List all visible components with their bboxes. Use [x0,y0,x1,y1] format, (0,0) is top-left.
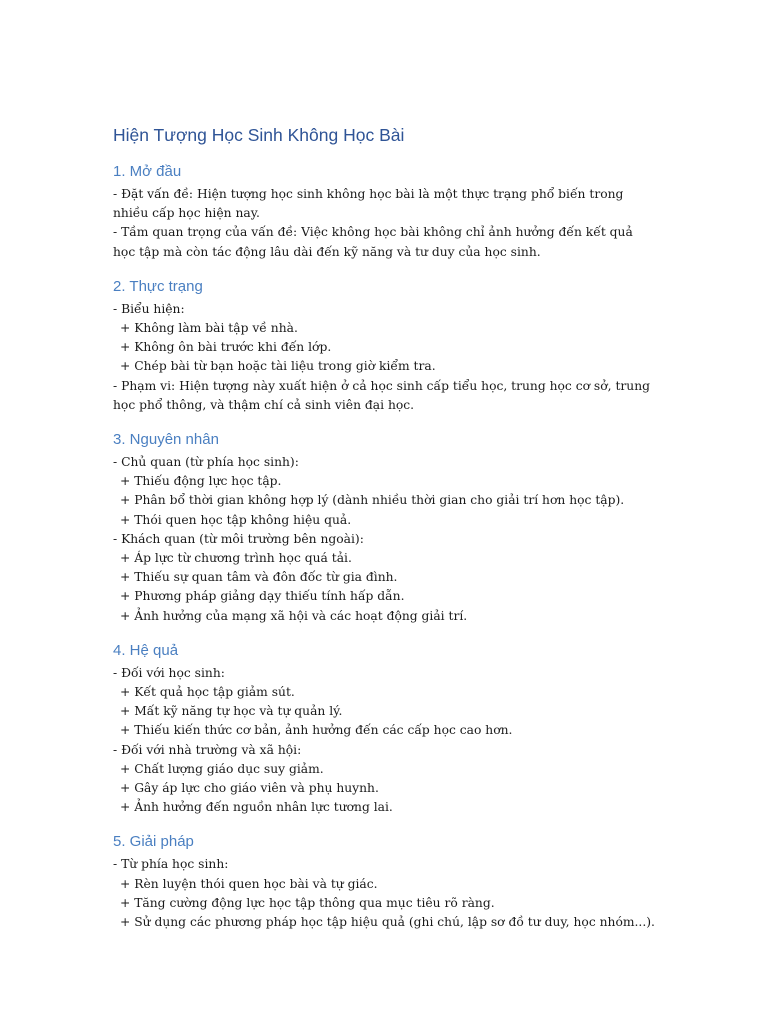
section-heading: 4. Hệ quả [113,641,179,659]
sub-bullet-item: + Mất kỹ năng tự học và tự quản lý. [120,704,343,719]
sub-bullet-item: + Gây áp lực cho giáo viên và phụ huynh. [120,781,379,796]
bullet-item: - Đối với học sinh: [113,665,225,680]
sub-bullet-item: + Áp lực từ chương trình học quá tải. [120,551,352,566]
document-page [113,122,658,945]
bullet-item: - Phạm vi: Hiện tượng này xuất hiện ở cả học sinh cấp tiểu học, trung học cơ sở, trung học phổ thông, và thậm chí cả sinh viên đại học. [113,378,654,412]
document-body [113,160,658,932]
sub-bullet-item: + Chép bài từ bạn hoặc tài liệu trong giờ kiểm tra. [120,359,436,374]
section-heading: 5. Giải pháp [113,833,194,851]
bullet-item: - Đối với nhà trường và xã hội: [113,742,302,757]
bullet-item: - Biểu hiện: [113,301,185,316]
sub-bullet-item: + Tăng cường động lực học tập thông qua mục tiêu rõ ràng. [120,895,495,910]
sub-bullet-item: + Không làm bài tập về nhà. [120,321,298,336]
sub-bullet-item: + Phương pháp giảng dạy thiếu tính hấp dẫn. [120,589,405,604]
section-2 [113,275,658,415]
section-4 [113,639,658,818]
document-title: Hiện Tượng Học Sinh Không Học Bài [113,125,405,145]
sub-bullet-item: + Thiếu động lực học tập. [120,474,282,489]
sub-bullet-item: + Thiếu kiến thức cơ bản, ảnh hưởng đến các cấp học cao hơn. [120,723,513,738]
sub-bullet-item: + Không ôn bài trước khi đến lớp. [120,340,332,355]
bullet-item: - Tầm quan trọng của vấn đề: Việc không học bài không chỉ ảnh hưởng đến kết quả học tập mà còn tác động lâu dài đến kỹ năng và tư duy của học sinh. [113,225,637,259]
section-1 [113,160,658,262]
bullet-item: - Từ phía học sinh: [113,857,229,872]
section-3 [113,428,658,626]
sub-bullet-item: + Ảnh hưởng đến nguồn nhân lực tương lai. [120,800,393,815]
sub-bullet-item: + Kết quả học tập giảm sút. [120,685,295,700]
sub-bullet-item: + Thiếu sự quan tâm và đôn đốc từ gia đình. [120,570,398,585]
sub-bullet-item: + Phân bổ thời gian không hợp lý (dành nhiều thời gian cho giải trí hơn học tập). [120,493,625,508]
sub-bullet-item: + Chất lượng giáo dục suy giảm. [120,761,324,776]
section-heading: 1. Mở đầu [113,163,182,180]
sub-bullet-item: + Rèn luyện thói quen học bài và tự giác. [120,876,378,891]
sub-bullet-item: + Sử dụng các phương pháp học tập hiệu quả (ghi chú, lập sơ đồ tư duy, học nhóm...). [120,915,655,930]
section-heading: 3. Nguyên nhân [113,431,219,449]
bullet-item: - Chủ quan (từ phía học sinh): [113,455,299,470]
section-5 [113,830,658,932]
bullet-item: - Khách quan (từ môi trường bên ngoài): [113,531,364,546]
sub-bullet-item: + Thói quen học tập không hiệu quả. [120,512,352,527]
bullet-item: - Đặt vấn đề: Hiện tượng học sinh không học bài là một thực trạng phổ biến trong nhiều cấp học hiện nay. [113,187,628,221]
sub-bullet-item: + Ảnh hưởng của mạng xã hội và các hoạt động giải trí. [120,608,468,623]
section-heading: 2. Thực trạng [113,277,203,295]
